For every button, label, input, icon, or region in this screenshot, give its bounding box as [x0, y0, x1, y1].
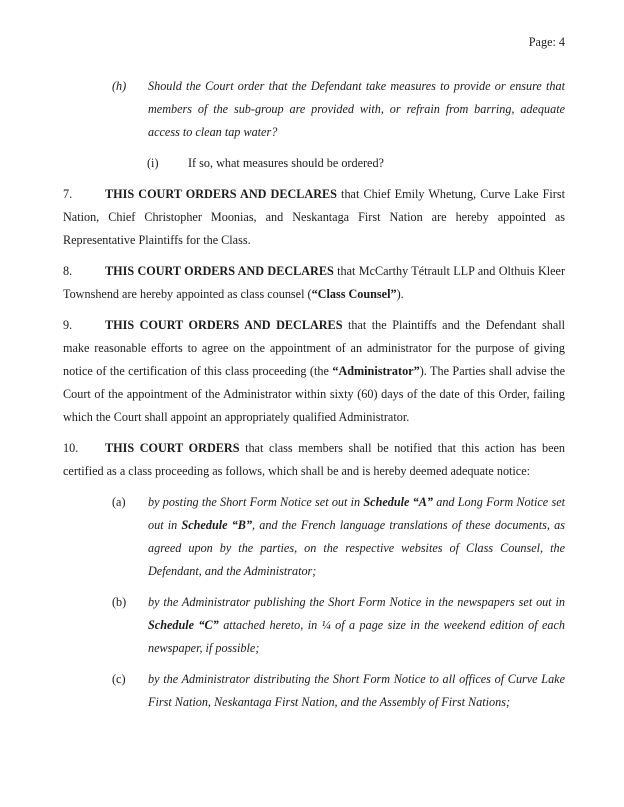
paragraph-10-text: THIS COURT ORDERS that class members shall be notified that this action has been certified as a class proceeding as follows, which shall be and is hereby deemed adequate notice: — [63, 441, 565, 478]
notice-item-a — [112, 491, 565, 583]
paragraph-9-number: 9. — [63, 318, 73, 332]
item-b-text: by the Administrator publishing the Short Form Notice in the newspapers set out in Schedule “C” attached hereto, in ¼ of a page size in the weekend edition of each newspaper, if possible; — [148, 595, 566, 655]
order-paragraph-7 — [63, 183, 565, 252]
order-paragraph-8 — [63, 260, 565, 306]
paragraph-9-text: THIS COURT ORDERS AND DECLARES that the Plaintiffs and the Defendant shall make reasonable efforts to agree on the appointment of an administrator for the purpose of giving notice of the certification of this class proceeding (the “Administrator”). The Parties shall advise the Court of the appointment of the Administrator within sixty (60) days of the date of this Order, failing which the Court shall appoint an appropriately qualified Administrator. — [63, 318, 566, 424]
paragraph-7-text: THIS COURT ORDERS AND DECLARES that Chief Emily Whetung, Curve Lake First Nation, Chief Christopher Moonias, and Neskantaga First Nation are hereby appointed as Representative Plaintiffs for the Class. — [63, 187, 565, 247]
order-paragraph-9 — [63, 314, 565, 429]
document-body — [63, 75, 565, 714]
item-a-label: (a) — [112, 495, 126, 509]
item-c-text: by the Administrator distributing the Short Form Notice to all offices of Curve Lake First Nation, Neskantaga First Nation, and the Assembly of First Nations; — [148, 672, 565, 709]
item-a-text: by posting the Short Form Notice set out in Schedule “A” and Long Form Notice set out in Schedule “B”, and the French language translations of these documents, as agreed upon by the parties, on the respective websites of Class Counsel, the Defendant, and the Administrator; — [148, 495, 565, 578]
notice-item-b — [112, 591, 566, 660]
notice-item-c — [112, 668, 565, 714]
item-h-text: Should the Court order that the Defendant take measures to provide or ensure that members of the sub-group are provided with, or refrain from barring, adequate access to clean tap water? — [148, 79, 565, 139]
page-number-label: Page: 4 — [528, 35, 565, 49]
paragraph-10-number: 10. — [63, 441, 79, 455]
item-h-i-text: If so, what measures should be ordered? — [188, 156, 384, 170]
question-item-h — [112, 75, 565, 144]
item-c-label: (c) — [112, 672, 126, 686]
question-item-h-i — [147, 152, 565, 175]
paragraph-8-number: 8. — [63, 264, 73, 278]
order-paragraph-10 — [63, 437, 565, 483]
paragraph-8-text: THIS COURT ORDERS AND DECLARES that McCarthy Tétrault LLP and Olthuis Kleer Townshend are hereby appointed as class counsel (“Class Counsel”). — [63, 264, 566, 301]
item-h-label: (h) — [112, 79, 127, 93]
paragraph-7-number: 7. — [63, 187, 73, 201]
item-b-label: (b) — [112, 595, 127, 609]
item-h-i-label: (i) — [147, 156, 159, 170]
